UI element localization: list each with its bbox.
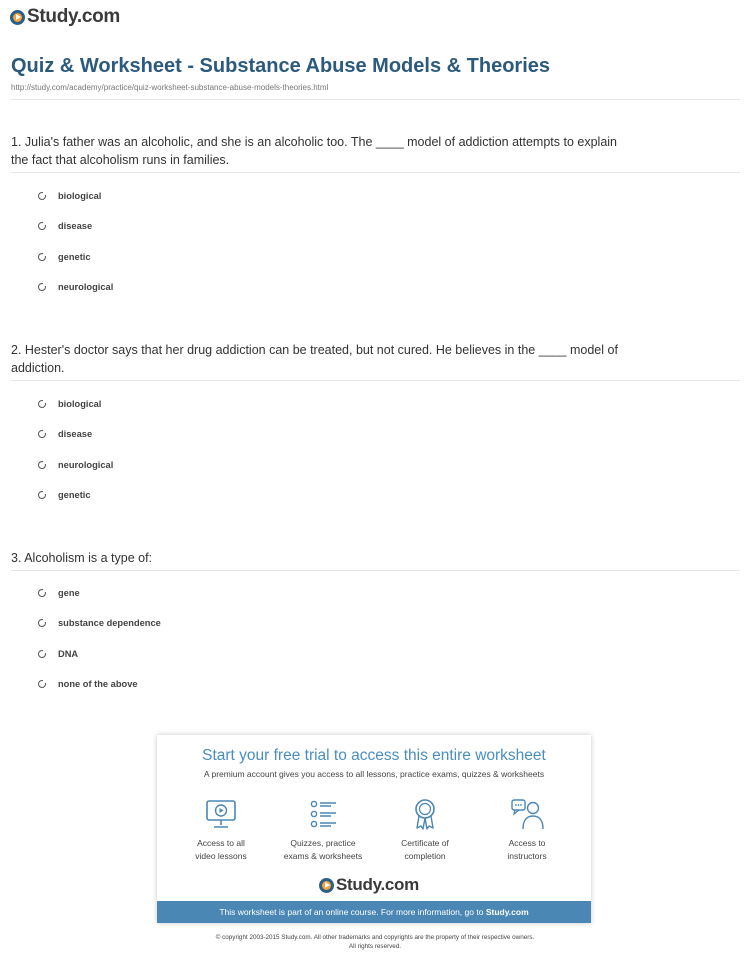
answer-option[interactable] [38,211,113,241]
feature-video-lessons [171,797,271,862]
free-trial-promo [157,735,591,923]
certificate-icon [408,797,442,831]
answer-label: genetic [58,251,91,262]
brand-name: Study.com [336,875,419,894]
answer-option[interactable] [38,639,161,669]
answer-option[interactable] [38,578,161,608]
question-1: 1. Julia's father was an alcoholic, and she is an alcoholic too. The ____ model of addiction attempts to explain the fact that alcoholism runs in families. [11,135,617,167]
answer-label: neurological [58,282,114,293]
study-play-icon [319,878,334,893]
question-3-options [38,578,161,699]
question-1-options [38,181,113,302]
answer-label: disease [58,429,93,440]
feature-quizzes [273,797,373,862]
promo-title[interactable]: Start your free trial to access this entire worksheet [202,747,546,764]
brand-name: Study.com [27,6,121,27]
answer-option[interactable] [38,181,113,211]
answer-option[interactable] [38,608,161,638]
radio-button-icon[interactable] [38,192,46,200]
video-lesson-icon [204,797,238,831]
feature-label: Access to instructors [507,838,547,861]
feature-label: Certificate of completion [401,838,449,861]
answer-option[interactable] [38,272,113,302]
answer-option[interactable] [38,242,113,272]
radio-button-icon[interactable] [38,461,46,469]
radio-button-icon[interactable] [38,253,46,261]
answer-label: genetic [58,490,91,501]
divider [11,172,740,173]
question-2: 2. Hester's doctor says that her drug addiction can be treated, but not cured. He believes in the ____ model of addiction. [11,343,618,375]
feature-label: Quizzes, practice exams & worksheets [283,838,363,861]
study-logo-promo[interactable] [319,875,419,895]
answer-label: gene [58,588,80,599]
copyright [0,934,750,951]
page-url: http://study.com/academy/practice/quiz-worksheet-substance-abuse-models-theories.html [11,83,329,92]
feature-label: Access to all video lessons [195,838,247,861]
radio-button-icon[interactable] [38,680,46,688]
promo-subtitle: A premium account gives you access to all lessons, practice exams, quizzes & worksheets [203,769,545,779]
answer-label: biological [58,191,102,202]
question-3: 3. Alcoholism is a type of: [11,551,153,565]
instructor-icon [510,797,544,831]
radio-button-icon[interactable] [38,650,46,658]
question-2-options [38,389,113,510]
study-link[interactable]: Study.com [485,907,529,917]
divider [11,380,740,381]
answer-option[interactable] [38,450,113,480]
promo-footer-text: This worksheet is part of an online course. For more information, go to [219,907,484,917]
answer-option[interactable] [38,669,161,699]
answer-label: disease [58,221,93,232]
radio-button-icon[interactable] [38,491,46,499]
page-title: Quiz & Worksheet - Substance Abuse Models & Theories [11,55,550,77]
radio-button-icon[interactable] [38,619,46,627]
radio-button-icon[interactable] [38,589,46,597]
divider [11,570,740,571]
study-play-icon [10,10,25,25]
answer-label: none of the above [58,679,138,690]
answer-label: substance dependence [58,618,161,629]
answer-option[interactable] [38,419,113,449]
promo-footer [157,901,591,923]
quiz-list-icon [306,797,340,831]
answer-label: neurological [58,459,114,470]
radio-button-icon[interactable] [38,400,46,408]
answer-label: DNA [58,648,79,659]
answer-option[interactable] [38,389,113,419]
radio-button-icon[interactable] [38,430,46,438]
copyright-line: All rights reserved. [348,942,402,950]
feature-certificate [375,797,475,862]
radio-button-icon[interactable] [38,283,46,291]
divider [11,99,740,100]
radio-button-icon[interactable] [38,222,46,230]
feature-instructors [477,797,577,862]
copyright-line: © copyright 2003-2015 Study.com. All other trademarks and copyrights are the property of their respective owners. [215,934,535,941]
answer-option[interactable] [38,480,113,510]
study-logo[interactable] [10,6,120,28]
answer-label: biological [58,399,102,410]
